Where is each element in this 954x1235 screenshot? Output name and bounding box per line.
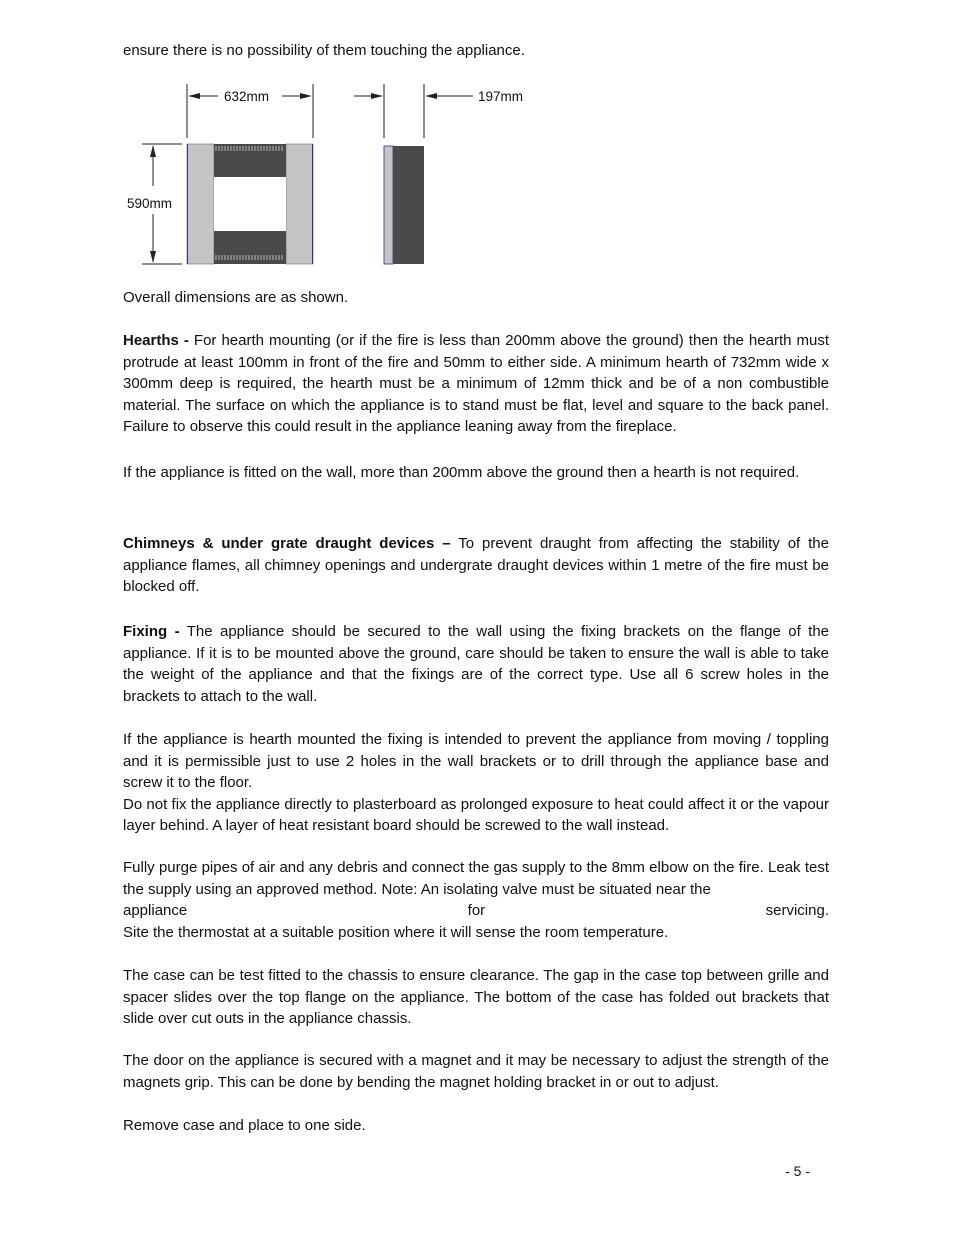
spread-word-appliance: appliance: [123, 902, 188, 919]
height-dimension-label: 590mm: [127, 196, 173, 211]
width-dimension-label: 632mm: [224, 89, 270, 104]
gas-supply-paragraph: [123, 857, 829, 943]
intro-line: ensure there is no possibility of them touching the appliance.: [123, 42, 525, 59]
chimneys-paragraph: [123, 533, 829, 598]
chimneys-body: To prevent draught from affecting the stability of the appliance flames, all chimney openings and undergrate draught devices within 1 metre of the fire must be blocked off.: [123, 535, 829, 595]
hearth-mounted-paragraph: [123, 729, 829, 837]
hearths-heading: Hearths -: [123, 332, 189, 349]
plasterboard-warning: Do not fix the appliance directly to plasterboard as prolonged exposure to heat could affect it or the vapour layer behind. A layer of heat resistant board should be screwed to the wall instead.: [123, 795, 829, 834]
hearths-body: For hearth mounting (or if the fire is less than 200mm above the ground) then the hearth must protrude at least 100mm in front of the fire and 50mm to either side. A minimum hearth of 732mm wide x 300mm deep is required, the hearth must be a minimum of 12mm thick and be of a non combustible material. The surface on which the appliance is to stand must be flat, level and square to the back panel. Failure to observe this could result in the appliance leaning away from the fireplace.: [123, 332, 829, 435]
case-fit-paragraph: The case can be test fitted to the chassis to ensure clearance. The gap in the case top between grille and spacer slides over the top flange on the appliance. The bottom of the case has folded out brackets that slide over cut outs in the appliance chassis.: [123, 967, 829, 1027]
fixing-paragraph: [123, 621, 829, 707]
side-view: [384, 146, 424, 264]
hearth-mounted-line: If the appliance is hearth mounted the fixing is intended to prevent the appliance from moving / toppling and it is permissible just to use 2 holes in the wall brackets or to drill through the appliance base and screw it to the floor.: [123, 731, 829, 791]
dimension-diagram: [118, 76, 558, 276]
front-view: [187, 144, 313, 264]
gas-supply-text: Fully purge pipes of air and any debris and connect the gas supply to the 8mm elbow on the fire. Leak test the supply using an approved method. Note: An isolating valve must be situated near the: [123, 859, 829, 898]
fixing-body: The appliance should be secured to the wall using the fixing brackets on the flange of the appliance. If it is to be mounted above the ground, care should be taken to ensure the wall is able to take the weight of the appliance and that the fixings are of the correct type. Use all 6 screw holes in the brackets to attach to the wall.: [123, 623, 830, 705]
hearths-paragraph: [123, 330, 829, 438]
wall-fitted-note: If the appliance is fitted on the wall, more than 200mm above the ground then a hearth is not required.: [123, 464, 800, 481]
gas-supply-spread-line: [123, 900, 829, 922]
door-magnet-paragraph: The door on the appliance is secured with a magnet and it may be necessary to adjust the strength of the magnets grip. This can be done by bending the magnet holding bracket in or out to adjust.: [123, 1052, 829, 1091]
fixing-heading: Fixing -: [123, 623, 180, 640]
diagram-caption: Overall dimensions are as shown.: [123, 289, 349, 306]
depth-dimension-label: 197mm: [478, 89, 524, 104]
page-number: - 5 -: [785, 1163, 810, 1179]
chimneys-heading: Chimneys & under grate draught devices –: [123, 535, 451, 552]
spread-word-servicing: servicing.: [765, 902, 829, 919]
thermostat-note: Site the thermostat at a suitable position where it will sense the room temperature.: [123, 923, 669, 941]
spread-word-for: for: [467, 902, 486, 919]
remove-case-line: Remove case and place to one side.: [123, 1117, 366, 1134]
